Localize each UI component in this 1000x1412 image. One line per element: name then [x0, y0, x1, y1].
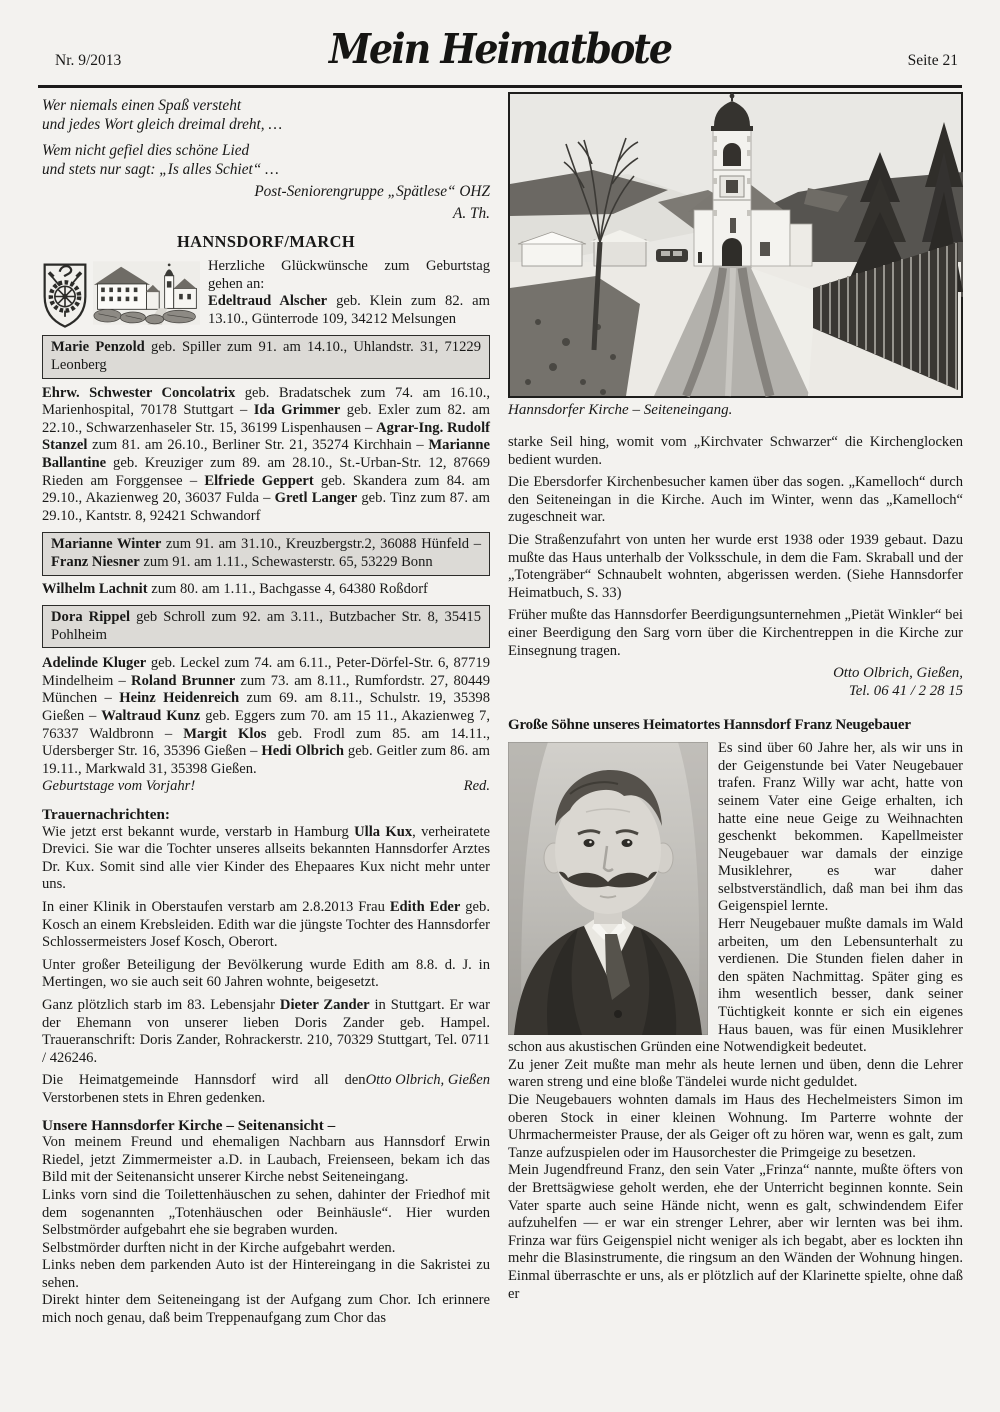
poem-signature: A. Th. [453, 205, 490, 222]
church-story-paragraph: Früher mußte das Hannsdorfer Beerdigungsunternehmen „Pietät Winkler“ bei einer Beerdigung den Sarg vorn über die Kirchentreppen in die Kirche zur Einsegnung tragen. [508, 607, 963, 659]
left-column [42, 96, 490, 1328]
obituary-closing [42, 1072, 490, 1107]
neugebauer-article-heading: Große Söhne unseres Heimatortes Hannsdorf Franz Neugebauer [508, 717, 911, 734]
church-photo [508, 92, 963, 398]
birthday-line-lachnit: Wilhelm Lachnit zum 80. am 1.11., Bachgasse 4, 64380 Roßdorf [42, 580, 428, 597]
page-number: Seite 21 [907, 52, 958, 69]
obituary-paragraph: Wie jetzt erst bekannt wurde, verstarb in Hamburg Ulla Kux, verheiratete Drevici. Sie war die Tochter unseres allseits bekannten Hannsdorfer Arztes Dr. Kux. Somit sind alle vier Kinder des Ehepaares Kux nicht mehr unter uns. [42, 823, 491, 893]
section-heading-hannsdorf: HANNSDORF/MARCH [176, 232, 356, 251]
footnote-signature: Red. [463, 778, 490, 795]
poem-line: Wem nicht gefiel dies schöne Lied [42, 142, 250, 159]
birthday-footnote-line [42, 778, 490, 796]
author-signature-block [508, 664, 963, 700]
church-article-heading: Unsere Hannsdorfer Kirche – Seitenansicht – [42, 1116, 336, 1134]
church-article-paragraph: Links neben dem parkenden Auto ist der Hintereingang in die Sakristei zu sehen. [42, 1257, 490, 1291]
church-story-paragraph: starke Seil hing, womit vom „Kirchvater Schwarzer“ die Kirchenglocken bedient wurden. [508, 434, 963, 468]
obituary-paragraph: Unter großer Beteiligung der Bevölkerung wurde Edith am 8.8. d. J. in Mertingen, wo sie auch seit 60 Jahren wohnte, beigesetzt. [42, 956, 490, 991]
church-article-paragraph: Direkt hinter dem Seiteneingang ist der Aufgang zum Chor. Ich erinnere mich noch genau, daß beim Treppenaufgang zum Chor das [42, 1292, 490, 1327]
birthday-box-rippel [42, 605, 490, 648]
church-story-paragraph: Die Straßenzufahrt von unten her wurde erst 1938 oder 1939 gebaut. Dazu mußte das Haus unterhalb der Volksschule, in dem die Fam. Skraball und der „Totengräber“ Schnaubelt wohnten, abgerissen werden. (Siehe Hannsdorfer Heimatbuch, S. 33) [508, 531, 963, 601]
neugebauer-paragraph: Zu jener Zeit mußte man mehr als heute lernen und üben, denn die Lehrer waren streng und eine bloße Tändelei wurde nicht geduldet. [508, 1056, 963, 1091]
obituary-signature: Otto Olbrich, Gießen [365, 1072, 490, 1089]
church-article-paragraph: Von meinem Freund und ehemaligen Nachbarn aus Hannsdorf Erwin Riedel, jetzt Zimmermeister a.D. in Laubach, Freienseen, bekam ich das Bild mit der Seitenansicht unserer Kirche nebst Seiteneingang. [42, 1134, 490, 1186]
issue-number: Nr. 9/2013 [55, 52, 122, 69]
neugebauer-paragraph: Es sind über 60 Jahre her, als wir uns in der Geigenstunde bei Vater Neugebauer trafen. Franz Willy war acht, hatte von seinem Vater eine Geige erhalten, ich hatte eine neue Geige zu Weihnachten geschenkt bekommen. Kapellmeister Neugebauer war damals der einzige Musiklehrer, es war daher selbstverständlich, daß man bei ihm das Geigenspiel lernte. [718, 740, 963, 915]
neugebauer-article [508, 740, 963, 1303]
birthday-entry: Marie Penzold geb. Spiller zum 91. am 14.10., Uhlandstr. 31, 71229 Leonberg [51, 339, 481, 373]
neugebauer-paragraph: Die Neugebauers wohnten damals im Haus des Hechelmeisters Simon im oberen Stock in einer kleinen Wohnung. Im Parterre wohnte der Uhrmachermeister Prause, der als Geiger oft zu hören war, wenn es galt, zum Tanze aufzuspielen oder im Hausorchester die Primgeige zu besetzen. [508, 1092, 963, 1161]
church-story-paragraph: Die Ebersdorfer Kirchenbesucher kamen über das sogen. „Kamelloch“ durch den Seiteneingan in die Kirche. Auch im Winter, wenn das „Kamelloch“ zugeschneit war. [508, 474, 963, 526]
church-photo-caption: Hannsdorfer Kirche – Seiteneingang. [508, 402, 733, 418]
neugebauer-paragraph: Herr Neugebauer mußte damals im Wald arbeiten, um den Lebensunterhalt zu verdienen. Die Stunden fielen daher in den späten Nachmittag. Später ging es ihm wesentlich besser, dank seiner Tüchtigkeit konnte er sich ein eigenes Haus bauen, was für einen Musiklehrer schon aus akustischen Gründen eine Notwendigkeit bedeutet. [508, 916, 963, 1056]
church-article-paragraph: Links vorn sind die Toilettenhäuschen zu sehen, dahinter der Friedhof mit dem sogenannten „Totenhäuschen oder Beinhäusle“. Hier wurden Selbstmörder aufgebahrt ehe sie begraben wurden. [42, 1186, 490, 1239]
poem-line: Wer niemals einen Spaß versteht [42, 97, 242, 114]
village-engraving-icon [93, 261, 200, 325]
poem-attribution: Post-Seniorengruppe „Spätlese“ OHZ [254, 183, 490, 200]
poem-line: und stets nur sagt: „Is alles Schiet“ … [42, 161, 279, 178]
crest-and-village-images [42, 261, 200, 332]
birthday-paragraph-november: Adelinde Kluger geb. Leckel zum 74. am 6.11., Peter-Dörfel-Str. 6, 87719 Mindelheim – Roland Brunner zum 73. am 8.11., Rumfordstr. 27, 80449 München – Heinz Heidenreich zum 69. am 8.11., Schulstr. 19, 35398 Gießen – Waltraud Kunz geb. Eggers zum 70. am 15 11., Akazienweg 7, 76337 Waldbronn – Margit Klos geb. Frodl zum 85. am 14.11., Udersberger Str. 16, 35396 Gießen – Hedi Olbrich geb. Geitler zum 86. am 19.11., Markwald 31, 35398 Gießen. [42, 655, 491, 777]
signature-line: Otto Olbrich, Gießen, [833, 665, 963, 682]
birthday-box-penzold [42, 335, 490, 378]
birthday-entry-edeltraud: Edeltraud Alscher geb. Klein zum 82. am 13.10., Günterrode 109, 34212 Melsungen [208, 293, 490, 327]
header-rule [38, 85, 962, 88]
birthday-entry: Dora Rippel geb Schroll zum 92. am 3.11., Butzbacher Str. 8, 35415 Pohlheim [51, 609, 481, 643]
obituary-paragraph: Ganz plötzlich starb im 83. Lebensjahr Dieter Zander in Stuttgart. Er war der Ehemann von unserer lieben Doris Zander geb. Hampel. Traueranschrift: Doris Zander, Rohrackerstr. 210, 70329 Stuttgart, Tel. 0711 / 426246. [42, 996, 491, 1066]
coat-of-arms-icon [42, 261, 88, 332]
right-column [508, 92, 963, 1303]
birthday-paragraph-october: Ehrw. Schwester Concolatrix geb. Bradatschek zum 74. am 16.10., Marienhospital, 70178 Stuttgart – Ida Grimmer geb. Exler zum 82. am 22.10., Schwarzenhaseler Str. 15, 36199 Lispenhausen – Agrar-Ing. Rudolf Stanzel zum 81. am 26.10., Berliner Str. 21, 35274 Kirchhain – Marianne Ballantine geb. Kreuziger zum 89. am 28.10., St.-Urban-Str. 12, 87669 Rieden am Forggensee – Elfriede Geppert geb. Skandera zum 84. am 29.10., Akazienweg 20, 36037 Fulda – Gretl Langer geb. Tinz zum 87. am 29.10., Kantstr. 8, 92421 Schwandorf [42, 384, 491, 524]
masthead-logo: Mein Heimatbote [328, 24, 672, 73]
church-article-paragraph: Selbstmörder durften nicht in der Kirche aufgebahrt werden. [42, 1239, 396, 1256]
neugebauer-paragraph: Mein Jugendfreund Franz, den sein Vater „Frinza“ nannte, mußte öfters von der Brettsägwiese geholt werden, ehe der Unterricht beginnen konnte. Sein Vater sparte auch seine Hände nicht, wenn es galt, schwindendem Eifer aufzuhelfen — er war ein strenger Lehrer, aber wir lernten was bei ihm. Frinza war fürs Geigenspiel nicht weniger als ich begabt, aber es lockten ihn mehr die Blasinstrumente, die ringsum an den Wänden der Wohnung hingen. Einmal überraschte er uns, als er plötzlich auf der Klarinette spielte, ohne daß er [508, 1162, 963, 1302]
church-story-text [508, 434, 963, 660]
birthday-entry: Marianne Winter zum 91. am 31.10., Kreuzbergstr.2, 36088 Hünfeld – Franz Niesner zum 91. am 1.11., Schewasterstr. 65, 53229 Bonn [51, 536, 481, 570]
obituary-paragraph: In einer Klinik in Oberstaufen verstarb am 2.8.2013 Frau Edith Eder geb. Kosch an einem Krebsleiden. Edith war die jüngste Tochter des Hannsdorfer Schlossermeisters Josef Kosch, Oberort. [42, 899, 490, 951]
obituary-closing-text: Die Heimatgemeinde Hannsdorf wird all den Verstorbenen stets in Ehren gedenken. [42, 1072, 366, 1106]
birthday-box-winter-niesner [42, 532, 490, 575]
birthday-intro: Herzliche Glückwünsche zum Geburtstag gehen an: [208, 258, 490, 292]
poem-line: und jedes Wort gleich dreimal dreht, … [42, 116, 283, 133]
obituaries-heading: Trauernachrichten: [42, 806, 170, 824]
poem-block [42, 96, 490, 223]
church-photo-figure [508, 92, 963, 419]
birthday-intro-block [42, 258, 490, 328]
neugebauer-portrait-photo [508, 742, 708, 1035]
signature-line: Tel. 06 41 / 2 28 15 [848, 683, 963, 700]
footnote-text: Geburtstage vom Vorjahr! [42, 778, 196, 795]
